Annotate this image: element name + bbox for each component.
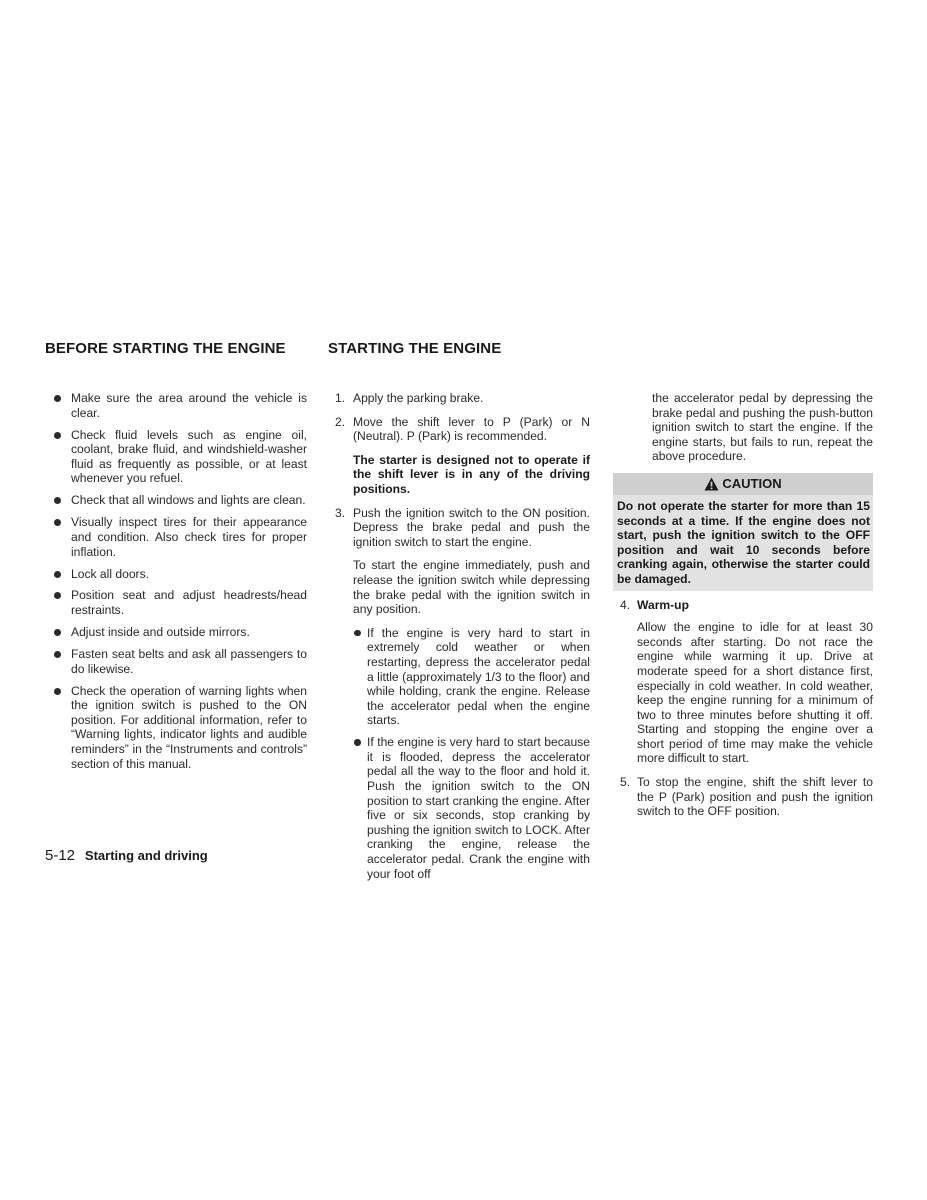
step-number: 4. [620, 597, 631, 612]
step-number: 2. [335, 414, 346, 429]
page-footer [45, 847, 208, 864]
bullet-icon [54, 592, 61, 599]
starting-steps-column [335, 391, 590, 889]
page-number: 5-12 [45, 847, 76, 864]
bullet-icon [54, 519, 61, 526]
list-item: Check the operation of warning lights when the ignition switch is pushed to the ON position. For additional information, refer to “Warning lights, indicator lights and audible reminders” in the “Instruments and controls” section of this manual. [45, 684, 307, 772]
step-title: Warm-up [637, 597, 689, 612]
bullet-icon [54, 571, 61, 578]
step-number: 3. [335, 505, 346, 520]
bullet-icon [54, 395, 61, 402]
step-note: The starter is designed not to operate if the shift lever is in any of the driving positions. [353, 452, 590, 496]
step-3-tips [353, 626, 590, 881]
caution-box [613, 473, 873, 591]
bullet-icon [54, 688, 61, 695]
step-2 [335, 415, 590, 497]
step-5 [620, 775, 873, 819]
step-text: Move the shift lever to P (Park) or N (Neutral). P (Park) is recommended. [353, 414, 590, 444]
bullet-icon [354, 739, 361, 746]
step-text: Push the ignition switch to the ON position. Depress the brake pedal and push the ignition switch to start the engine. [353, 505, 590, 549]
list-item: Check that all windows and lights are clean. [45, 493, 307, 508]
bullet-icon [54, 432, 61, 439]
list-item: Position seat and adjust headrests/head restraints. [45, 588, 307, 617]
bullet-icon [54, 651, 61, 658]
before-starting-heading: BEFORE STARTING THE ENGINE [45, 340, 286, 357]
step-text: Allow the engine to idle for at least 30 seconds after starting. Do not race the engine while warming it up. Drive at moderate speed for a short distance first, especially in cold weather. In cold weather, keep the engine running for a minimum of two to three minutes before shutting it off. Starting and stopping the engine over a short period of time may make the vehicle more difficult to start. [637, 620, 873, 766]
bullet-icon [54, 629, 61, 636]
right-column [613, 391, 873, 819]
caution-title: CAUTION [722, 475, 782, 491]
list-item: Lock all doors. [45, 567, 307, 582]
step-text: To stop the engine, shift the shift lever to the P (Park) position and push the ignition switch to the OFF position. [637, 775, 873, 819]
list-item: Adjust inside and outside mirrors. [45, 625, 307, 640]
list-item: Check fluid levels such as engine oil, coolant, brake fluid, and windshield-washer fluid as frequently as possible, or at least whenever you refuel. [45, 428, 307, 486]
step-1 [335, 391, 590, 406]
bullet-icon [354, 630, 361, 637]
step-text: Apply the parking brake. [353, 391, 484, 405]
starting-engine-heading: STARTING THE ENGINE [328, 340, 502, 357]
bullet-icon [54, 497, 61, 504]
caution-text: Do not operate the starter for more than 15 seconds at a time. If the engine does not start, push the ignition switch to the OFF position and wait 10 seconds before cranking again, otherwise the starter could be damaged. [613, 495, 873, 591]
step-4 [620, 598, 873, 767]
list-item: If the engine is very hard to start in extremely cold weather or when restarting, depress the accelerator pedal a little (approximately 1/3 to the floor) and while holding, crank the engine. Release the accelerator pedal when the engine starts. [353, 626, 590, 728]
caution-header [613, 473, 873, 495]
step-paragraph: To start the engine immediately, push and release the ignition switch while depressing the brake pedal with the ignition switch in any position. [353, 558, 590, 617]
warning-icon [704, 477, 719, 491]
list-item: Visually inspect tires for their appearance and condition. Also check tires for proper inflation. [45, 515, 307, 559]
list-item: Make sure the area around the vehicle is clear. [45, 391, 307, 420]
list-item: If the engine is very hard to start because it is flooded, depress the accelerator pedal all the way to the floor and hold it. Push the ignition switch to the ON position to start cranking the engine. After five or six seconds, stop cranking by pushing the ignition switch to LOCK. After cranking the engine, release the accelerator pedal. Crank the engine with your foot off [353, 735, 590, 881]
step-number: 5. [620, 775, 631, 790]
step-number: 1. [335, 391, 346, 405]
before-starting-column [45, 391, 307, 779]
step-3 [335, 506, 590, 882]
list-item: Fasten seat belts and ask all passengers to do likewise. [45, 647, 307, 676]
step-3-continued: the accelerator pedal by depressing the brake pedal and pushing the push-button ignition switch to start the engine. If the engine starts, but fails to run, repeat the above procedure. [652, 391, 873, 464]
section-name: Starting and driving [84, 848, 208, 863]
before-starting-list [45, 391, 307, 771]
